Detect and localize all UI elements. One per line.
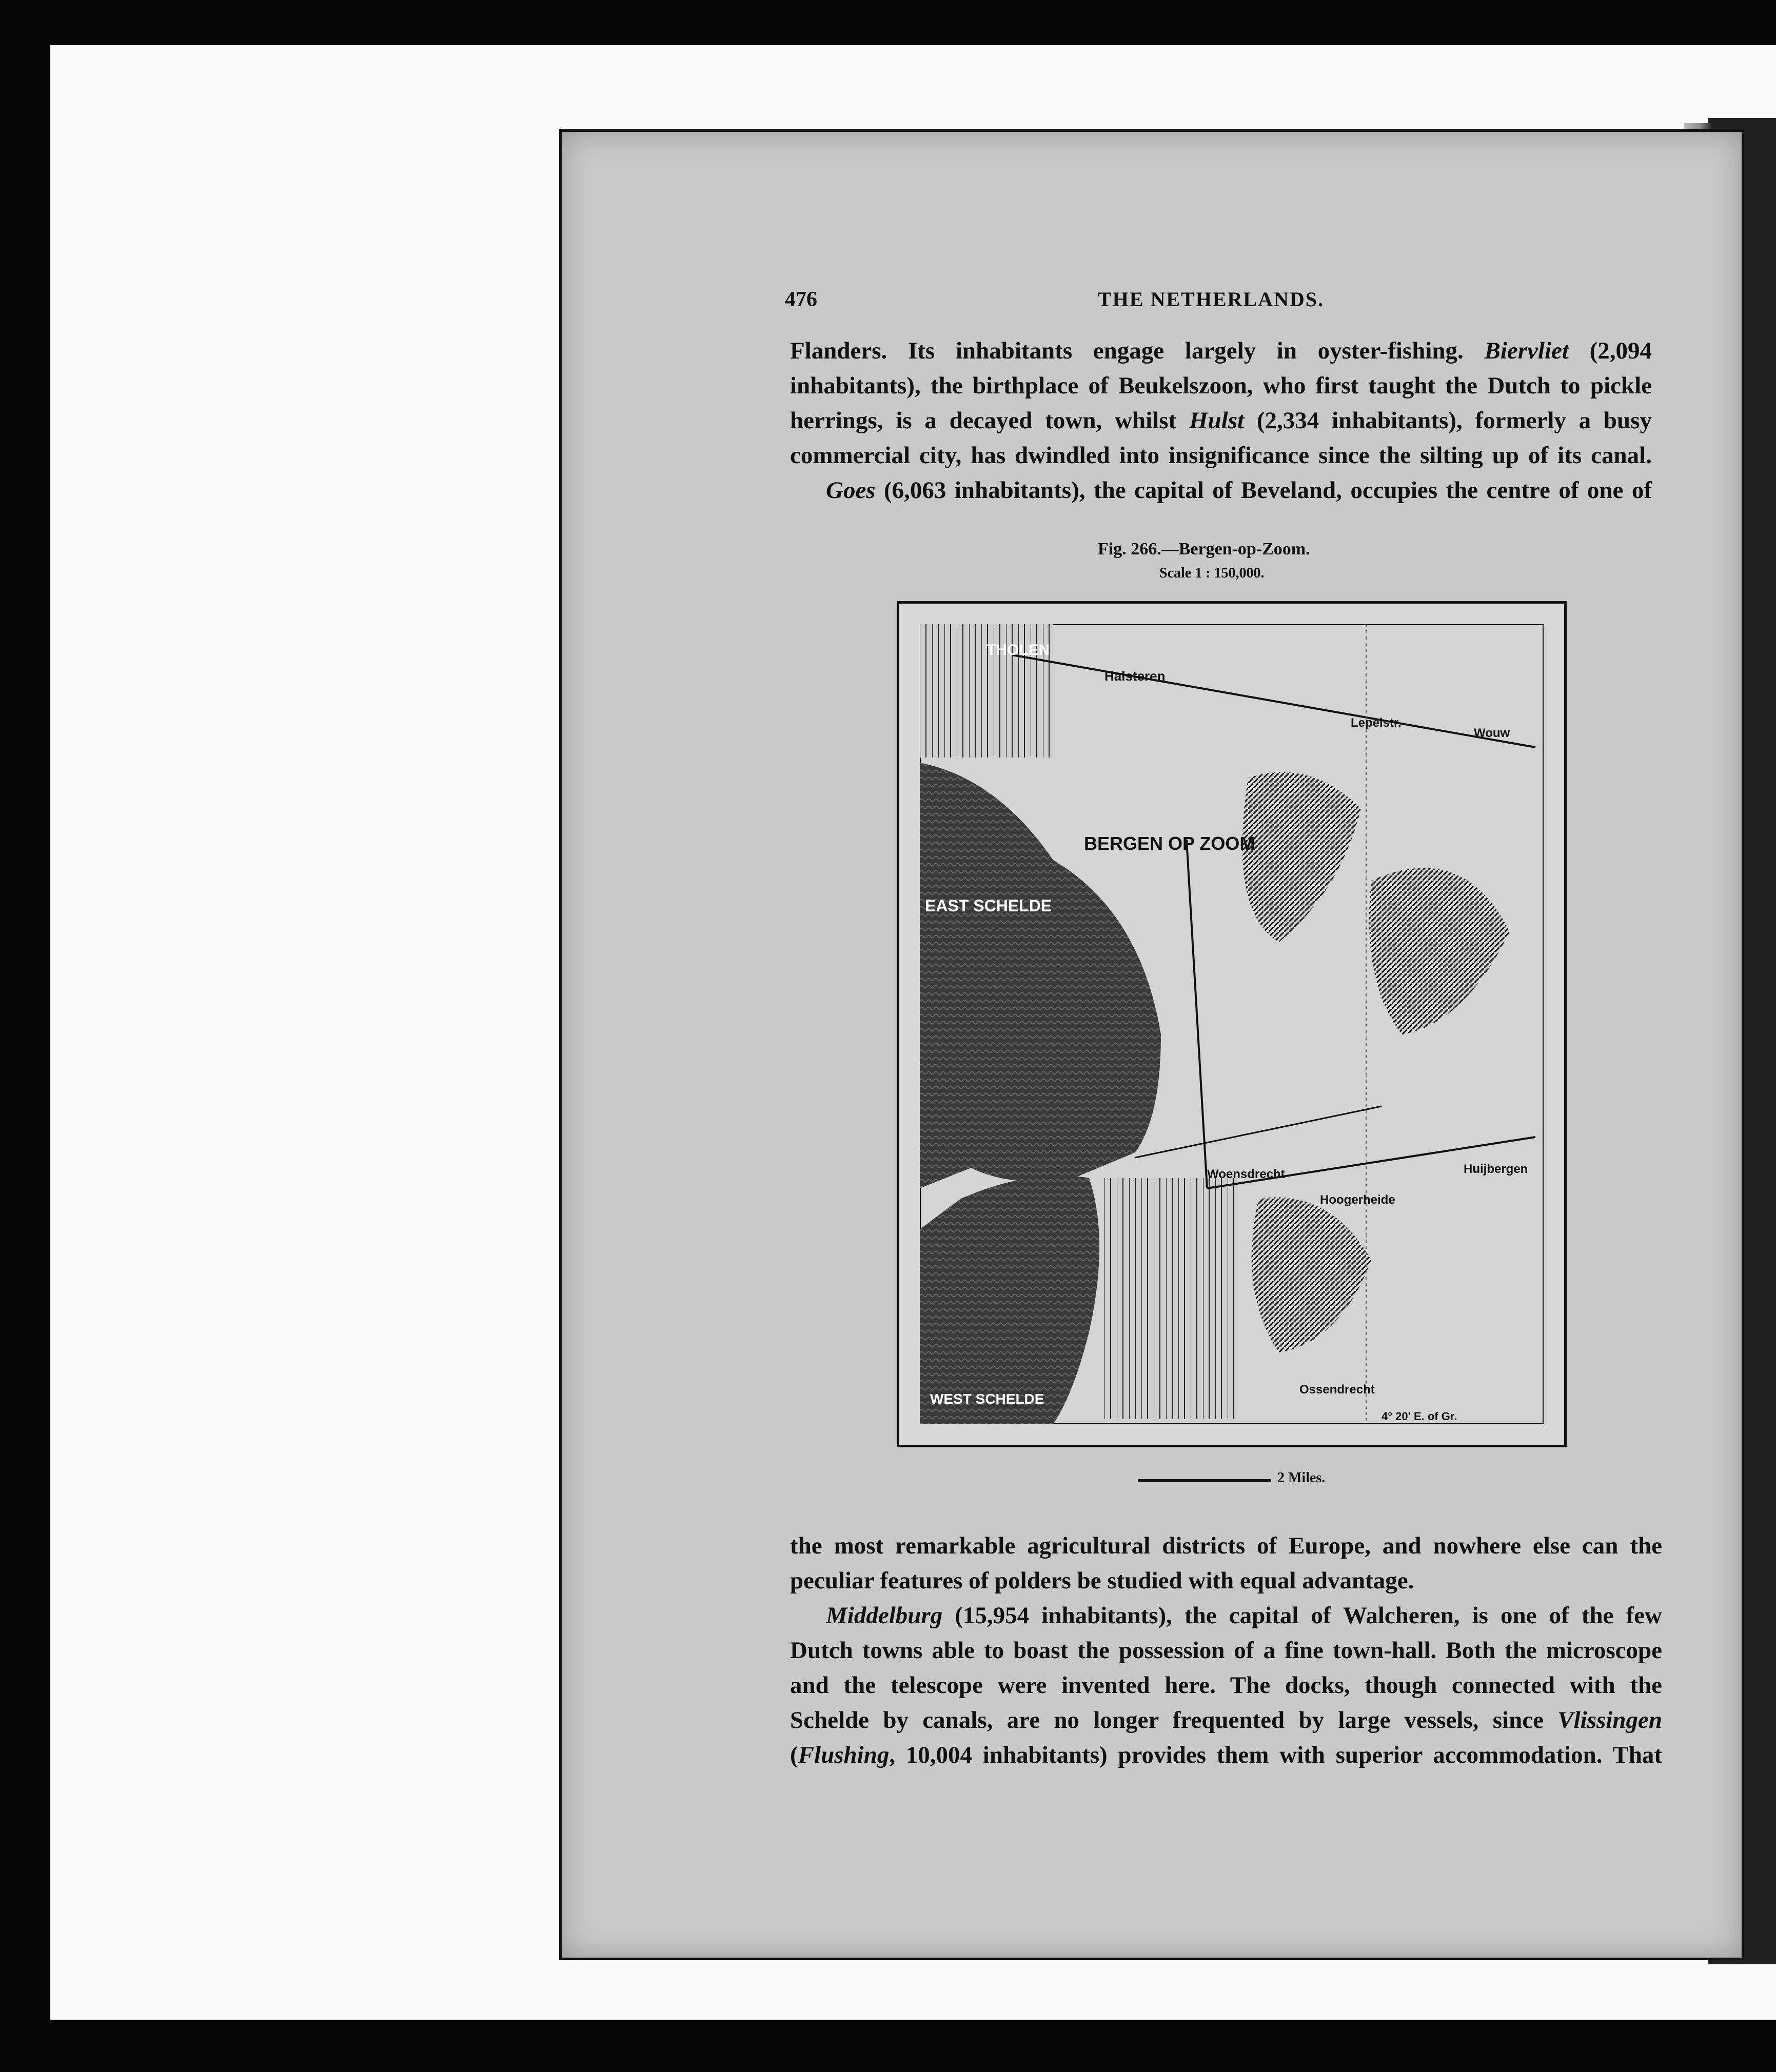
map-label: EAST SCHELDE xyxy=(925,896,1052,915)
map-label: Woensdrecht xyxy=(1207,1167,1285,1181)
text-run: peculiar features of polders be studied with equal advantage. xyxy=(790,1567,1414,1594)
text-line xyxy=(790,1633,1662,1668)
text-run: herrings, is a decayed town, whilst xyxy=(790,407,1189,434)
map-label: WEST SCHELDE xyxy=(930,1391,1044,1407)
polder-fields xyxy=(1104,1178,1238,1419)
place-name: Biervliet xyxy=(1484,337,1569,364)
scan-border xyxy=(0,2020,1776,2072)
map-label: THOLEN xyxy=(986,642,1050,659)
paragraph-top xyxy=(790,333,1652,508)
page-number: 476 xyxy=(785,288,817,311)
text-run: and the telescope were invented here. The docks, though connected with the xyxy=(790,1672,1662,1699)
map-label: Ossendrecht xyxy=(1299,1383,1375,1397)
text-line xyxy=(790,403,1652,438)
figure-caption: Fig. 266.—Bergen-op-Zoom. xyxy=(1098,540,1310,559)
text-run: Dutch towns able to boast the possession of a fine town-hall. Both the microscope xyxy=(790,1637,1662,1664)
scale-bar-label: 2 Miles. xyxy=(1277,1470,1326,1486)
text-line xyxy=(790,1563,1662,1598)
place-name: Middelburg xyxy=(826,1602,943,1629)
map-label: Hoogerheide xyxy=(1320,1193,1395,1207)
text-run: Flanders. Its inhabitants engage largely in oyster-fishing. xyxy=(790,337,1485,364)
figure-scale: Scale 1 : 150,000. xyxy=(1159,565,1265,581)
map-label: Lepelstr. xyxy=(1351,716,1402,730)
longitude-label: 4° 20' E. of Gr. xyxy=(1382,1410,1457,1423)
place-name: Vlissingen xyxy=(1557,1707,1662,1734)
running-head: THE NETHERLANDS. xyxy=(1098,288,1324,311)
text-line xyxy=(790,438,1652,473)
scale-bar xyxy=(1138,1479,1271,1482)
text-run: (2,334 inhabitants), formerly a busy xyxy=(1244,407,1652,434)
text-run: (2,094 xyxy=(1568,337,1652,364)
place-name: Hulst xyxy=(1189,407,1245,434)
text-line xyxy=(790,1528,1662,1563)
paragraph-bottom xyxy=(790,1528,1662,1772)
text-run: inhabitants), the birthplace of Beukelszoon, who first taught the Dutch to pickle xyxy=(790,372,1652,399)
text-run: Schelde by canals, are no longer frequented by large vessels, since xyxy=(790,1707,1558,1734)
text-line xyxy=(790,333,1652,368)
map-figure xyxy=(897,601,1567,1447)
text-line xyxy=(790,1703,1662,1738)
text-line xyxy=(790,473,1652,508)
map-image xyxy=(920,624,1544,1424)
place-name: Flushing xyxy=(798,1742,890,1768)
place-name: Goes xyxy=(826,477,876,504)
text-line xyxy=(790,1738,1662,1772)
map-label: Huijbergen xyxy=(1464,1162,1528,1176)
text-run: commercial city, has dwindled into insignificance since the silting up of its canal. xyxy=(790,442,1652,469)
text-line xyxy=(790,1668,1662,1703)
text-run: ( xyxy=(790,1742,798,1768)
text-line xyxy=(790,1598,1662,1633)
text-run: (15,954 inhabitants), the capital of Walcheren, is one of the few xyxy=(942,1602,1662,1629)
text-run: , 10,004 inhabitants) provides them with superior accommodation. That xyxy=(889,1742,1662,1768)
text-run: the most remarkable agricultural districts of Europe, and nowhere else can the xyxy=(790,1532,1662,1559)
map-label: BERGEN OP ZOOM xyxy=(1084,833,1255,854)
text-line xyxy=(790,368,1652,403)
map-label: Wouw xyxy=(1474,726,1510,740)
text-run: (6,063 inhabitants), the capital of Beveland, occupies the centre of one of xyxy=(875,477,1652,504)
map-label: Halsteren xyxy=(1104,668,1166,684)
